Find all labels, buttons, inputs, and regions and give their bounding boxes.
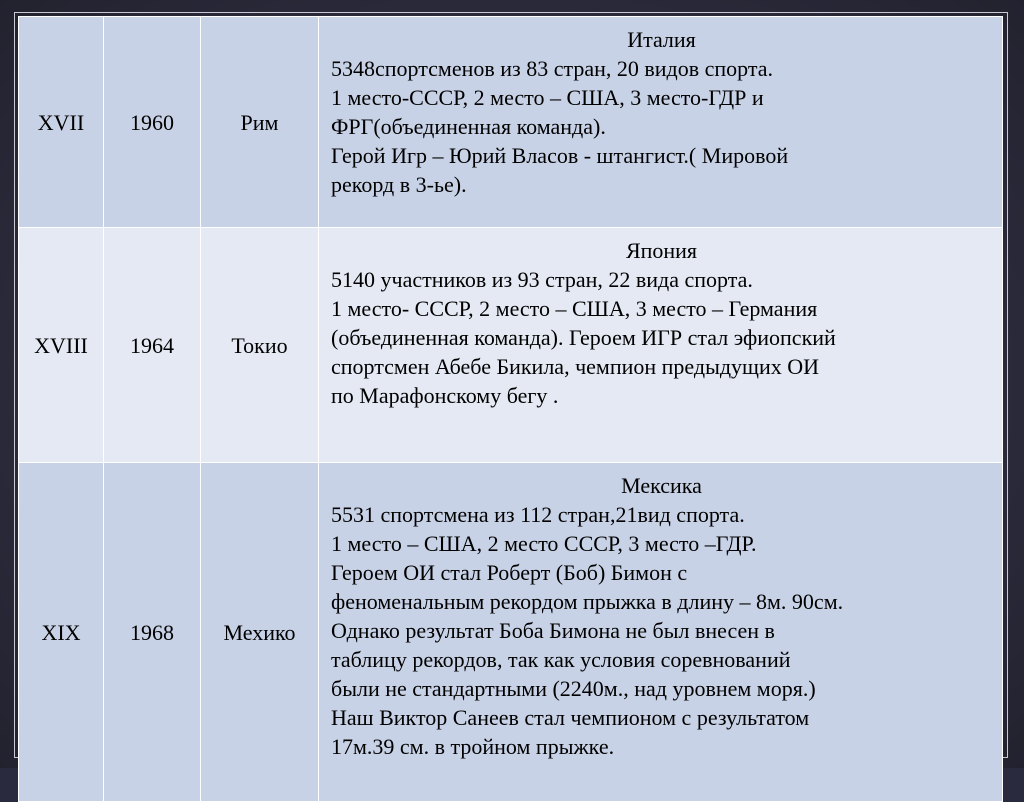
olympiad-description <box>319 17 1003 228</box>
description-line: ФРГ(объединенная команда). <box>331 114 606 139</box>
description-line: 5531 спортсмена из 112 стран,21вид спорта. <box>331 502 745 527</box>
description-line: 17м.39 см. в тройном прыжке. <box>331 734 615 759</box>
description-line: 1 место- СССР, 2 место – США, 3 место – Германия <box>331 296 818 321</box>
olympiad-number: XVII <box>19 17 104 228</box>
description-line: 5348спортсменов из 83 стран, 20 видов спорта. <box>331 56 774 81</box>
description-line: 1 место-СССР, 2 место – США, 3 место-ГДР и <box>331 85 764 110</box>
olympiad-city: Рим <box>201 17 319 228</box>
olympiad-country: Мексика <box>621 473 702 498</box>
olympics-table <box>18 16 1003 802</box>
olympiad-city: Токио <box>201 228 319 463</box>
description-line: были не стандартными (2240м., над уровнем моря.) <box>331 676 816 701</box>
olympiad-year: 1960 <box>104 17 201 228</box>
olympiad-number: XVIII <box>19 228 104 463</box>
description-line: (объединенная команда). Героем ИГР стал эфиопский <box>331 325 836 350</box>
olympiad-description <box>319 228 1003 463</box>
description-line: Однако результат Боба Бимона не был внесен в <box>331 618 775 643</box>
table-row <box>19 17 1003 228</box>
description-line: 5140 участников из 93 стран, 22 вида спорта. <box>331 267 753 292</box>
description-line: Героем ОИ стал Роберт (Боб) Бимон с <box>331 560 688 585</box>
description-line: 1 место – США, 2 место СССР, 3 место –ГДР. <box>331 531 757 556</box>
olympiad-country: Италия <box>627 27 696 52</box>
description-line: рекорд в 3-ье). <box>331 172 467 197</box>
table-row <box>19 228 1003 463</box>
description-line: Наш Виктор Санеев стал чемпионом с результатом <box>331 705 810 730</box>
description-line: таблицу рекордов, так как условия соревнований <box>331 647 791 672</box>
description-line: спортсмен Абебе Бикила, чемпион предыдущих ОИ <box>331 354 820 379</box>
olympiad-number: XIX <box>19 463 104 802</box>
olympiad-year: 1964 <box>104 228 201 463</box>
description-line: по Марафонскому бегу . <box>331 383 559 408</box>
olympiad-city: Мехико <box>201 463 319 802</box>
olympiad-country: Япония <box>625 238 698 263</box>
description-line: Герой Игр – Юрий Власов - штангист.( Мировой <box>331 143 789 168</box>
olympiad-description <box>319 463 1003 802</box>
description-line: феноменальным рекордом прыжка в длину – 8м. 90см. <box>331 589 844 614</box>
table-row <box>19 463 1003 802</box>
olympiad-year: 1968 <box>104 463 201 802</box>
